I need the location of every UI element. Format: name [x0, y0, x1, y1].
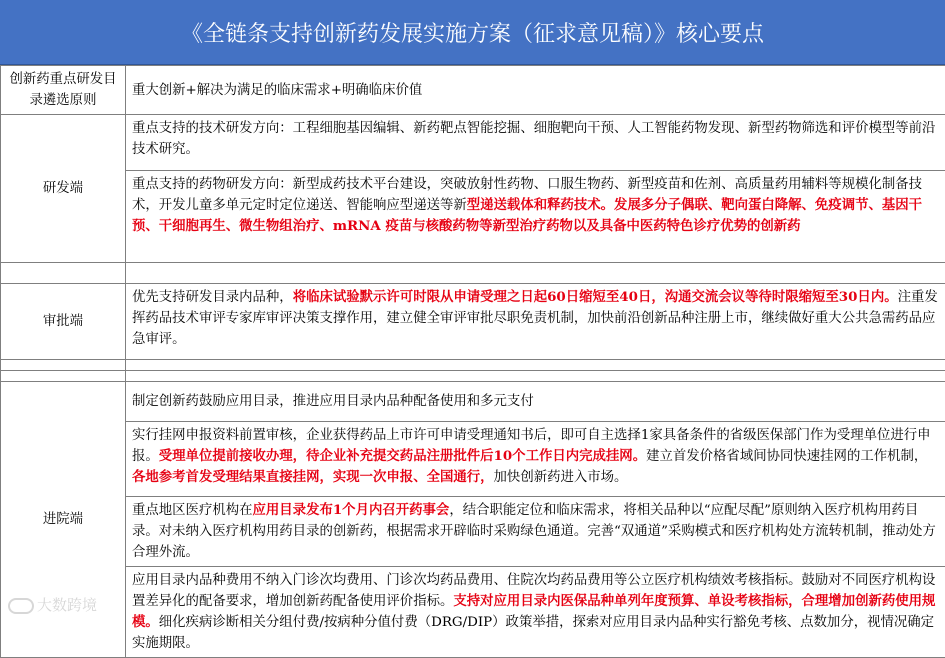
listing-c: 建立首发价格省域间协同快速挂网的工作机制， [646, 449, 927, 464]
table-row [1, 371, 945, 382]
table-row [1, 263, 945, 284]
hospital-listing-text [126, 422, 945, 497]
table-row [1, 284, 945, 360]
approval-highlight: 将临床试验默示许可时限从申请受理之日起60日缩短至40日，沟通交流会议等待时限缩短至30日内。 [293, 289, 898, 305]
empty-cell [126, 360, 945, 371]
empty-cell [126, 371, 945, 382]
table-row [1, 497, 945, 567]
principle-text: 重大创新+解决为满足的临床需求+明确临床价值 [126, 66, 945, 115]
table-row [1, 171, 945, 263]
empty-cell [126, 263, 945, 284]
research-drug-text [126, 171, 945, 263]
table-row [1, 360, 945, 371]
pharmacy-a: 重点地区医疗机构在 [132, 503, 253, 518]
table-row [1, 66, 945, 115]
pharmacy-b: 应用目录发布1个月内召开药事会 [253, 502, 450, 518]
research-tech-text: 重点支持的技术研发方向：工程细胞基因编辑、新药靶点智能挖掘、细胞靶向干预、人工智能药物发现、新型药物筛选和评价模型等前沿技术研究。 [126, 115, 945, 171]
row-label-hospital: 进院端 [1, 382, 126, 658]
row-label-approval: 审批端 [1, 284, 126, 360]
hospital-pharmacy-text [126, 497, 945, 567]
table-row [1, 382, 945, 422]
watermark-text: 大数跨境 [37, 596, 97, 614]
page-title: 《全链条支持创新药发展实施方案（征求意见稿）》核心要点 [0, 0, 945, 65]
empty-cell [1, 360, 126, 371]
approval-text-a: 优先支持研发目录内品种， [132, 290, 293, 305]
approval-text [126, 284, 945, 360]
table-row [1, 422, 945, 497]
hospital-catalog-text: 制定创新药鼓励应用目录，推进应用目录内品种配备使用和多元支付 [126, 382, 945, 422]
payment-b: 支持对应用目录内医保品种单列年度预算、单设考核指标，合理增加创新药使用规模。 [132, 593, 935, 630]
listing-e: 加快创新药进入市场。 [494, 470, 628, 485]
row-label-principle: 创新药重点研发目录遴选原则 [1, 66, 126, 115]
research-drug-highlight: 型递送载体和释药技术。发展多分子偶联、靶向蛋白降解、免疫调节、基因干预、干细胞再生、微生物组治疗、mRNA 疫苗与核酸药物等新型治疗药物以及具备中医药特色诊疗优势的创新药 [132, 197, 922, 234]
payment-c: 细化疾病诊断相关分组付费/按病种分值付费（DRG/DIP）政策举措，探索对应用目录内品种实行豁免考核、点数加分，视情况确定实施期限。 [132, 615, 934, 651]
research-drug-plain: 重点支持的药物研发方向：新型成药技术平台建设，突破放射性药物、口服生物药、新型疫苗和佐剂、高质量药用辅料等规模化制备技术，开发儿童多单元定时定位递送、智能响应型递送等新 [132, 177, 922, 213]
table-row [1, 567, 945, 658]
row-label-research: 研发端 [1, 115, 126, 263]
pharmacy-c: ，结合职能定位和临床需求，将相关品种以“应配尽配”原则纳入医疗机构用药目录。对未纳入医疗机构用药目录的创新药，根据需求开辟临时采购绿色通道。完善“双通道”采购模式和医疗机构处方流转机制，推动处方合理外流。 [132, 503, 936, 560]
table-row [1, 115, 945, 171]
listing-a: 实行挂网申报资料前置审核，企业获得药品上市许可申请受理通知书后，即可自主选择1家具备条件的省级医保部门作为受理单位进行申报。 [132, 428, 931, 464]
listing-d: 各地参考首发受理结果直接挂网，实现一次申报、全国通行， [132, 469, 494, 485]
approval-text-c: 注重发挥药品技术审评专家库审评决策支撑作用，建立健全审评审批尽职免责机制，加快前沿创新品种注册上市，继续做好重大公共急需药品应急审评。 [132, 290, 938, 347]
empty-cell [1, 371, 126, 382]
hospital-payment-text [126, 567, 945, 658]
listing-b: 受理单位提前接收办理，待企业补充提交药品注册批件后10个工作日内完成挂网。 [159, 448, 646, 464]
key-points-table [0, 65, 945, 658]
empty-cell [1, 263, 126, 284]
payment-a: 应用目录内品种费用不纳入门诊次均费用、门诊次均药品费用、住院次均药品费用等公立医疗机构绩效考核指标。鼓励对不同医疗机构设置差异化的配备要求，增加创新药配备使用评价指标。 [132, 573, 935, 609]
